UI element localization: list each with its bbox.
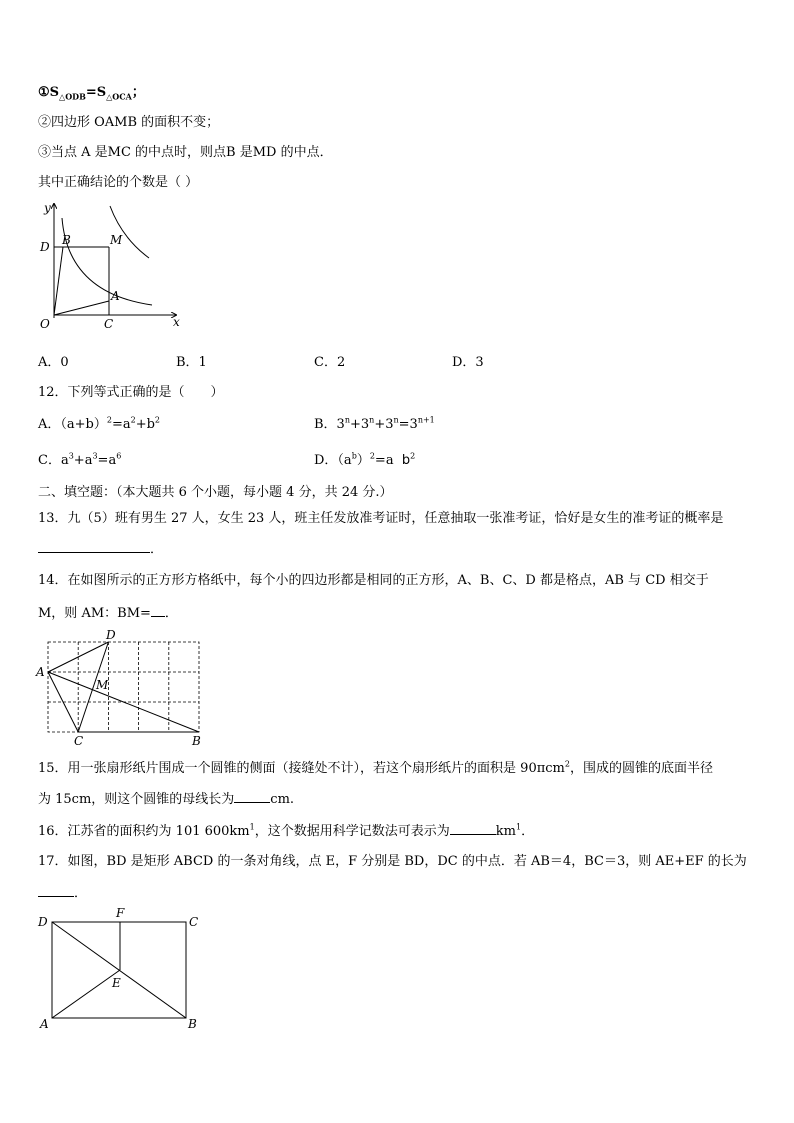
dashed-grid: [48, 642, 199, 732]
label-E: E: [112, 976, 121, 990]
q11-option-b[interactable]: B．1: [176, 355, 207, 370]
label-C: C: [74, 734, 84, 748]
q16-line: 16．江苏省的面积约为 101 $600km^1$，这个数据用科学记数法可表示为 $km^1$．: [38, 822, 535, 839]
q12-option-c[interactable]: C．$a^3+a^3=a^6$: [38, 451, 122, 468]
label-D: D: [106, 628, 116, 642]
q13-answer-blank[interactable]: [38, 540, 150, 553]
q11-prompt: 其中正确结论的个数是（ ）: [38, 175, 199, 190]
label-B: B: [192, 734, 201, 748]
q11-option-d[interactable]: D．3: [452, 355, 484, 370]
q16-answer-blank[interactable]: [450, 822, 496, 835]
statement-3: ③当点 A 是MC 的中点时，则点B 是MD 的中点．: [38, 145, 333, 160]
q17-line-1: 17．如图，BD 是矩形 ABCD 的一条对角线，点 E，F 分别是 BD，DC 的中点．若 AB＝4，BC＝3，则 AE+EF 的长为: [38, 854, 747, 869]
q12-option-b[interactable]: B．$3^n+3^n+3^n=3^{n+1}$: [314, 415, 435, 432]
segment-AE: [52, 970, 120, 1018]
label-M: M: [96, 678, 109, 692]
q11-option-a[interactable]: A．0: [38, 355, 69, 370]
q15-line-2: 为 15cm，则这个圆锥的母线长为 cm.: [38, 792, 295, 807]
label-A: A: [40, 1017, 49, 1031]
statement-1: $①S_{\triangle ODB}=S_{\triangle OCA}$；: [38, 85, 145, 102]
q12-option-a[interactable]: A．$(a+b)^2=a^2+b^2$: [38, 415, 161, 432]
q17-line-2: ．: [38, 884, 87, 903]
q12-stem: 12．下列等式正确的是（ ）: [38, 385, 224, 400]
label-C: C: [189, 915, 199, 929]
label-x: x: [173, 315, 180, 329]
q17-answer-blank[interactable]: [38, 884, 74, 897]
q13-line-1: 13．九（5）班有男生 27 人，女生 23 人，班主任发放准考证时，任意抽取一张准考证，恰好是女生的准考证的概率是: [38, 511, 724, 526]
section-2-heading: 二、填空题：（本大题共 6 个小题，每小题 4 分，共 24 分.）: [38, 485, 393, 500]
label-B: B: [188, 1017, 197, 1031]
label-A: A: [111, 289, 120, 303]
q15-answer-blank[interactable]: [234, 790, 270, 803]
label-O: O: [40, 317, 50, 331]
statement-2: ②四边形 OAMB 的面积不变；: [38, 115, 220, 130]
label-F: F: [116, 906, 125, 920]
label-A: A: [36, 665, 45, 679]
q15-line-1: 15．用一张扇形纸片围成一个圆锥的侧面（接缝处不计），若这个扇形纸片的面积是 90πcm$^2$，围成的圆锥的底面半径: [38, 759, 713, 776]
q14-line-1: 14．在如图所示的正方形方格纸中，每个小的四边形都是相同的正方形，A、B、C、D 都是格点，AB 与 CD 相交于: [38, 573, 709, 588]
q14-figure: [34, 626, 214, 748]
line-OB: [54, 247, 63, 315]
q12-option-d[interactable]: D．$(a^b)^2=a$ $b^2$: [314, 451, 416, 468]
q17-figure: [34, 904, 214, 1032]
q14-line-2: M，则 AM：BM= ．: [38, 606, 178, 621]
label-D: D: [40, 240, 50, 254]
label-M: M: [110, 233, 123, 247]
outer-hyperbola: [110, 206, 149, 258]
label-D: D: [38, 915, 48, 929]
q14-answer-blank[interactable]: [151, 604, 165, 617]
q11-option-c[interactable]: C．2: [314, 355, 346, 370]
line-OA: [54, 301, 109, 315]
label-C: C: [104, 317, 114, 331]
q13-line-2: ．: [38, 540, 163, 559]
label-B: B: [62, 233, 71, 247]
inner-hyperbola: [62, 218, 152, 305]
label-y: y: [44, 201, 51, 215]
q11-figure: [34, 198, 194, 338]
